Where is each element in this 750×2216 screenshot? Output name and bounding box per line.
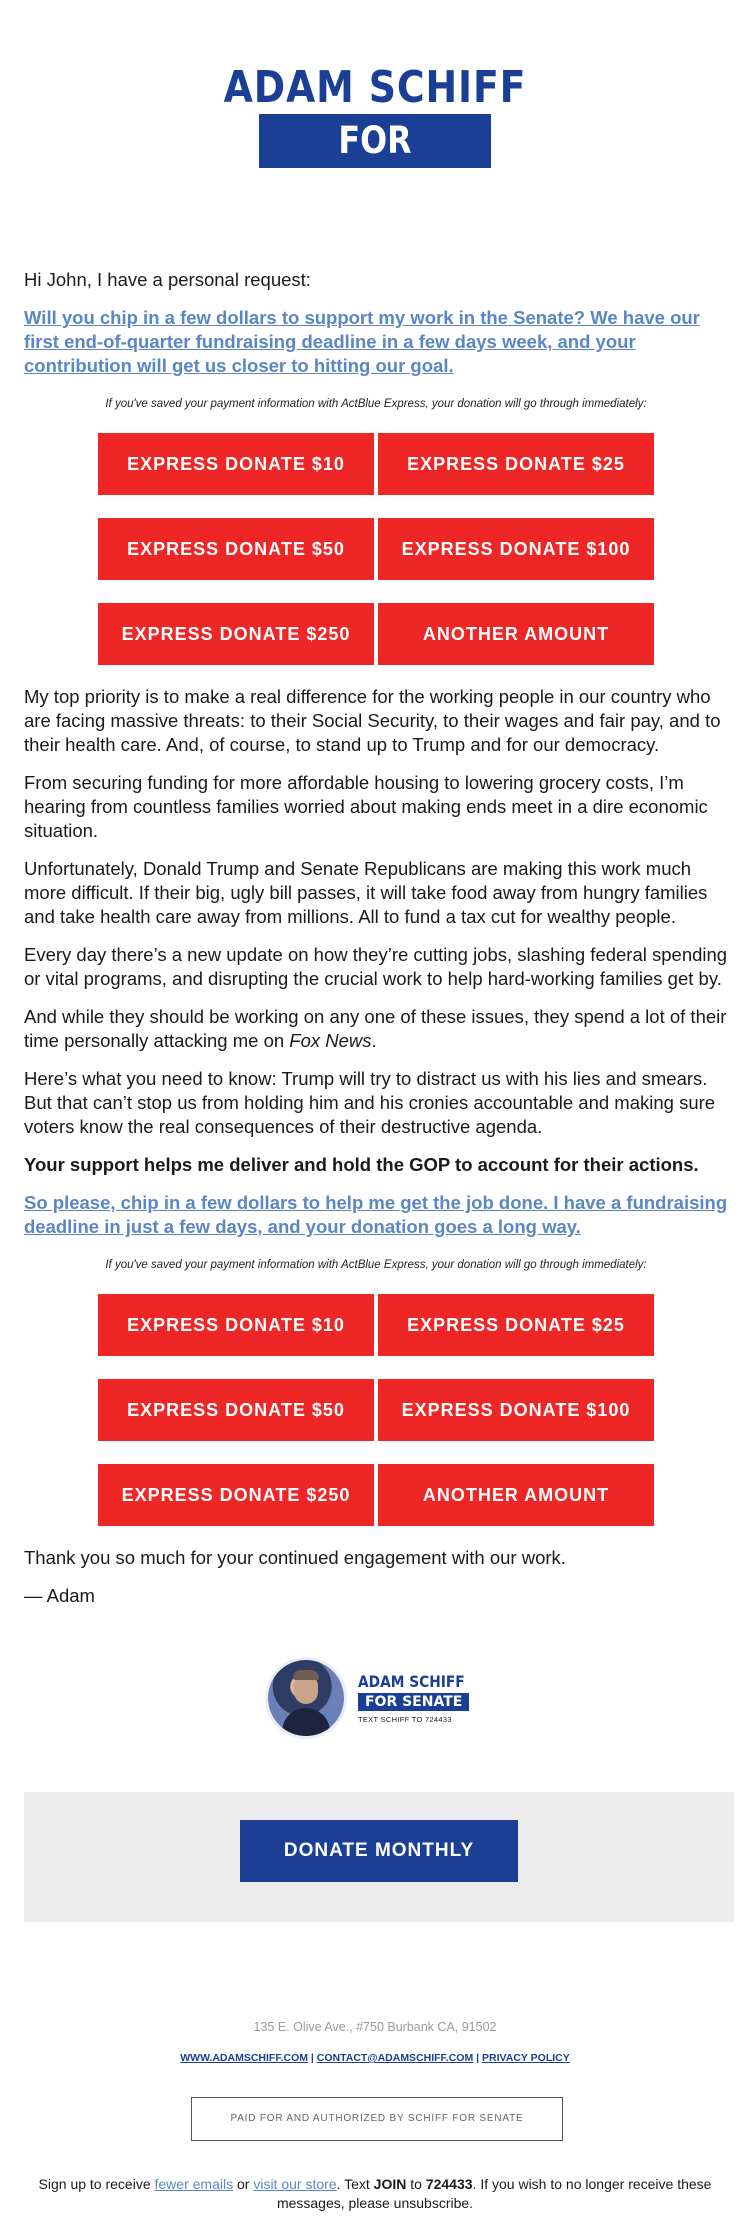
- donate-grid-1: [24, 433, 728, 665]
- store-link[interactable]: visit our store: [253, 2176, 337, 2192]
- fox-news-text: Fox News: [289, 1030, 372, 1051]
- body-paragraph: Every day there’s a new update on how they’re cutting jobs, slashing federal spending or vital programs, and disrupting the crucial work to help hard-working families get by.: [24, 944, 728, 989]
- second-donate-link[interactable]: So please, chip in a few dollars to help me get the job done. I have a fundraising deadline in just a few days, and your donation goes a long way.: [24, 1192, 728, 1237]
- privacy-policy-link[interactable]: PRIVACY POLICY: [482, 2052, 570, 2064]
- express-donate-100-button[interactable]: EXPRESS DONATE $100: [378, 1379, 654, 1441]
- express-note: If you've saved your payment information with ActBlue Express, your donation will go through immediately:: [105, 398, 647, 410]
- express-note: If you've saved your payment information with ActBlue Express, your donation will go through immediately:: [105, 1259, 647, 1271]
- express-donate-10-button[interactable]: EXPRESS DONATE $10: [98, 1294, 374, 1356]
- lead-donate-link[interactable]: Will you chip in a few dollars to support my work in the Senate? We have our first end-of-quarter fundraising deadline in a few days week, and your contribution will get us closer to hitting our goal.: [24, 307, 700, 376]
- email-body: [24, 268, 728, 1608]
- unsubscribe-text: Sign up to receive fewer emails or visit our store. Text JOIN to 724433. If you wish to no longer receive these messages, please unsubscribe.: [38, 2176, 712, 2211]
- another-amount-button[interactable]: ANOTHER AMOUNT: [378, 1464, 654, 1526]
- signature-logo: ADAM SCHIFF FOR SENATE TEXT SCHIFF TO 724433: [358, 1673, 482, 1724]
- support-line: Your support helps me deliver and hold the GOP to account for their actions.: [24, 1154, 699, 1175]
- express-donate-25-button[interactable]: EXPRESS DONATE $25: [378, 433, 654, 495]
- donate-grid-2: [24, 1294, 728, 1526]
- express-donate-25-button[interactable]: EXPRESS DONATE $25: [378, 1294, 654, 1356]
- fewer-emails-link[interactable]: fewer emails: [154, 2176, 234, 2192]
- body-paragraph: Here’s what you need to know: Trump will try to distract us with his lies and smears. But that can’t stop us from holding him and his cronies accountable and making sure voters know the real consequences of their destructive agenda.: [24, 1068, 716, 1137]
- body-paragraph: My top priority is to make a real difference for the working people in our country who are facing massive threats: to their Social Security, to their wages and fair pay, and to their health care. And, of course, to stand up to Trump and for our democracy.: [24, 686, 721, 755]
- contact-link[interactable]: CONTACT@ADAMSCHIFF.COM: [316, 2052, 474, 2064]
- signature-block: [0, 1660, 750, 1741]
- logo-name: ADAM SCHIFF: [223, 62, 527, 113]
- greeting: Hi John, I have a personal request:: [24, 269, 311, 290]
- express-donate-50-button[interactable]: EXPRESS DONATE $50: [98, 1379, 374, 1441]
- monthly-panel: [24, 1792, 734, 1922]
- logo-for-senate: FOR SENATE: [259, 114, 491, 168]
- another-amount-button[interactable]: ANOTHER AMOUNT: [378, 603, 654, 665]
- body-paragraph-fox: And while they should be working on any one of these issues, they spend a lot of their time personally attacking me on Fox News.: [24, 1006, 727, 1051]
- website-link[interactable]: WWW.ADAMSCHIFF.COM: [180, 2052, 308, 2064]
- body-paragraph: Unfortunately, Donald Trump and Senate Republicans are making this work much more difficult. If their big, ugly bill passes, it will take food away from hungry families and take health care away from millions. All to fund a tax cut for wealthy people.: [24, 858, 708, 927]
- express-donate-50-button[interactable]: EXPRESS DONATE $50: [98, 518, 374, 580]
- express-donate-250-button[interactable]: EXPRESS DONATE $250: [98, 603, 374, 665]
- signoff: — Adam: [24, 1585, 95, 1606]
- body-paragraph: From securing funding for more affordable housing to lowering grocery costs, I’m hearing from countless families worried about making ends meet in a dire economic situation.: [24, 772, 708, 841]
- avatar: [268, 1660, 344, 1736]
- donate-monthly-button[interactable]: DONATE MONTHLY: [240, 1820, 518, 1882]
- express-donate-250-button[interactable]: EXPRESS DONATE $250: [98, 1464, 374, 1526]
- footer-address: 135 E. Olive Ave., #750 Burbank CA, 91502: [253, 2020, 497, 2034]
- express-donate-10-button[interactable]: EXPRESS DONATE $10: [98, 433, 374, 495]
- footer-links: WWW.ADAMSCHIFF.COM | CONTACT@ADAMSCHIFF.COM | PRIVACY POLICY: [180, 2052, 570, 2064]
- header-logo[interactable]: [0, 62, 750, 216]
- paid-for-box: PAID FOR AND AUTHORIZED BY SCHIFF FOR SENATE: [191, 2097, 563, 2141]
- thanks-text: Thank you so much for your continued engagement with our work.: [24, 1547, 566, 1568]
- express-donate-100-button[interactable]: EXPRESS DONATE $100: [378, 518, 654, 580]
